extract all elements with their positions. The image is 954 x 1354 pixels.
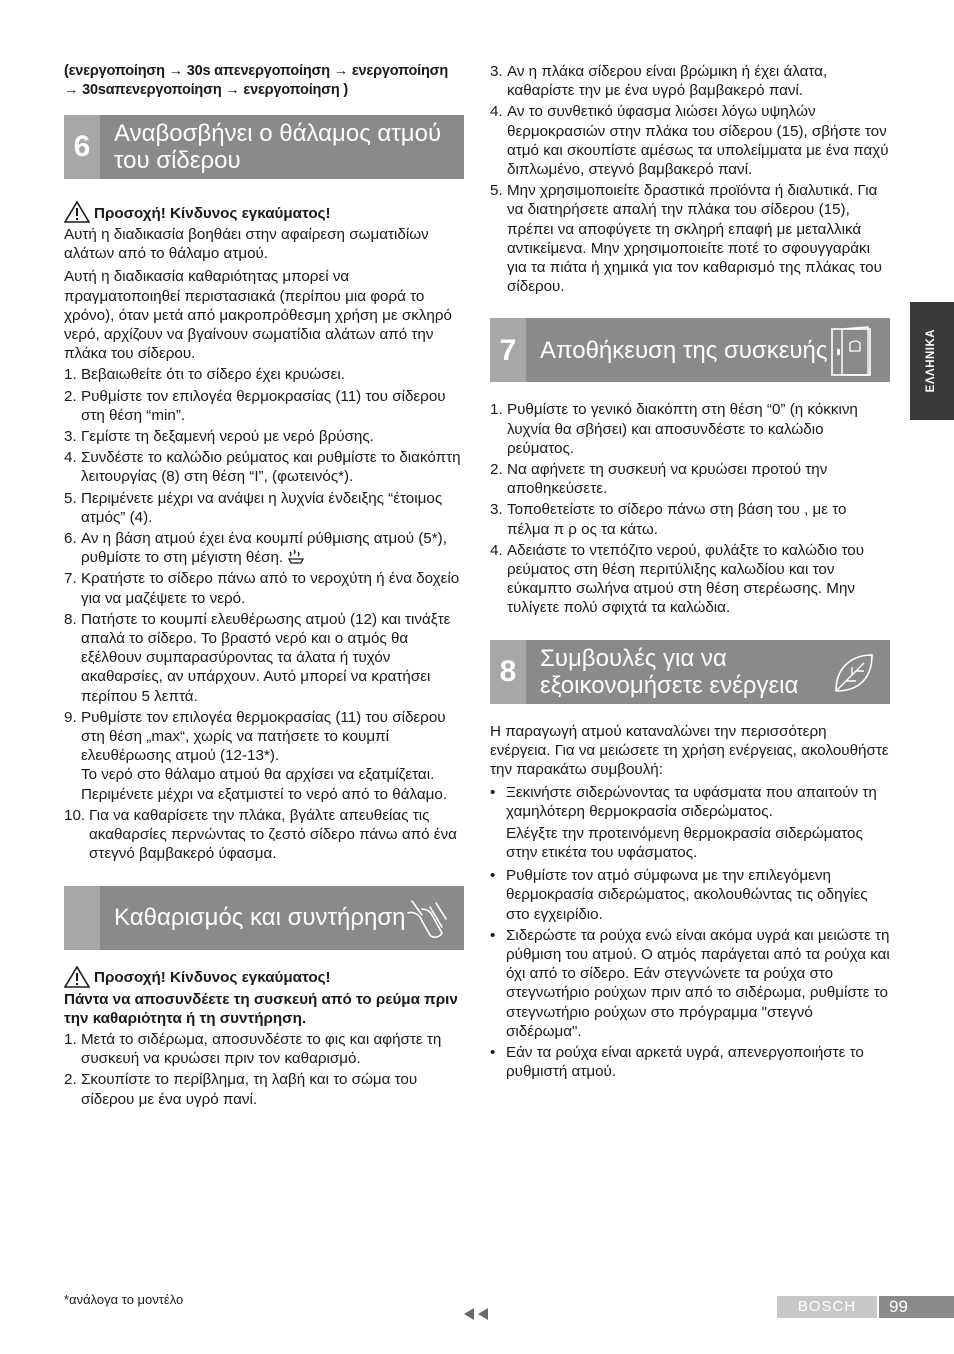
section-7-header bbox=[490, 318, 890, 382]
footnote: *ανάλογα το μοντέλο bbox=[64, 1292, 184, 1307]
warning bbox=[64, 966, 464, 988]
list-item: 2. Ρυθμίστε τον επιλογέα θερμοκρασίας (11) του σίδερου στη θέση “min”. bbox=[64, 387, 446, 424]
list-item: 5. Περιμένετε μέχρι να ανάψει η λυχνία ένδειξης “έτοιμος ατμός” (4). bbox=[64, 489, 443, 526]
list-item: 8. Πατήστε το κουμπί ελευθέρωσης ατμού (12) και τινάξτε απαλά το σίδερο. Το βραστό νερό και ο ατμός θα εξέλθουν συμπαρασύροντας τα άλατα ή τυχόν ακαθαρσίες, αν υπάρχουν. Αυτό μπορεί να κρατήσει περίπου 5 λεπτά. bbox=[64, 610, 451, 705]
section-number: 8 bbox=[490, 640, 526, 704]
list-item: 1. Μετά το σιδέρωμα, αποσυνδέστε το φις και αφήστε τη συσκευή να κρυώσει πριν τον καθαρισμό. bbox=[64, 1030, 442, 1068]
paragraph: Αυτή η διαδικασία καθαριότητας μπορεί να πραγματοποιηθεί περιστασιακά (περίπου μια φορά το χρόνο), όταν μετά από μακροπρόθεσμη χρήση με σκληρό νερό, αρχίζουν να βγαίνουν σωματίδια αλάτων από την πλάκα του σίδερου. bbox=[64, 268, 452, 363]
steps-list bbox=[64, 365, 464, 863]
warning-text: Προσοχή! Κίνδυνος εγκαύματος! bbox=[94, 969, 331, 987]
language-label: ΕΛΛΗΝΙΚΑ bbox=[925, 329, 938, 393]
list-item: 6. Αν η βάση ατμού έχει ένα κουμπί ρύθμισης ατμού (5*), ρυθμίστε το στη μέγιστη θέση. bbox=[64, 530, 447, 567]
section-number-blank bbox=[64, 886, 100, 950]
warning bbox=[64, 201, 464, 223]
steam-max-icon bbox=[287, 549, 305, 565]
energy-leaf-icon bbox=[828, 647, 880, 699]
section-title: Αναβοσβήνει ο θάλαμος ατμού του σίδερου bbox=[114, 120, 442, 174]
warning-triangle-icon bbox=[64, 201, 90, 223]
list-item: • Ξεκινήστε σιδερώνοντας τα υφάσματα που απαιτούν τη χαμηλότερη θερμοκρασία σιδερώματος. bbox=[490, 784, 877, 821]
section-title: Αποθήκευση της συσκευής bbox=[540, 336, 828, 364]
list-item: 10. Για να καθαρίσετε την πλάκα, βγάλτε απευθείας τις ακαθαρσίες περνώντας το ζεστό σίδερο πάνω από ένα στεγνό βαμβακερό ύφασμα. bbox=[64, 806, 457, 863]
storage-cabinet-icon bbox=[828, 325, 880, 377]
list-item: 2. Να αφήνετε τη συσκευή να κρυώσει προτού την αποθηκεύσετε. bbox=[490, 461, 828, 498]
language-tab bbox=[910, 302, 954, 420]
bullet-list bbox=[490, 783, 890, 821]
list-item: 3. Γεμίστε τη δεξαμενή νερού με νερό βρύσης. bbox=[64, 428, 374, 446]
intro-sequence: (ενεργοποίηση → 30s απενεργοποίηση → ενεργοποίηση → 30sαπενεργοποίηση → ενεργοποίηση ) bbox=[64, 63, 448, 98]
list-item: 4. Αν το συνθετικό ύφασμα λιώσει λόγω υψηλών θερμοκρασιών στην πλάκα του σίδερου (15), σβήστε τον ατμό και σκουπίστε αμέσως τα υπολείμματα με ένα παχύ διπλωμένο, στεγνό βαμβακερό πανί. bbox=[490, 103, 889, 179]
warning-text: Προσοχή! Κίνδυνος εγκαύματος! bbox=[94, 204, 331, 222]
list-item: 3. Τοποθετείστε το σίδερο πάνω στη βάση του , με το πέλμα π ρ ος τα κάτω. bbox=[490, 501, 847, 538]
list-item: • Σιδερώστε τα ρούχα ενώ είναι ακόμα υγρά και μειώστε τη ρύθμιση του ατμού. Ο ατμός παράγεται από τα ρούχα και όχι από το σίδερο. Εάν στεγνώνετε τα ρούχα στο στεγνωτήριο ρούχων πριν από το σιδέρωμα, ρυθμίστε το στεγνωτήριο ρούχων στο πρόγραμμα "στεγνό σιδέρωμα". bbox=[490, 926, 890, 1040]
steps-list bbox=[490, 400, 890, 617]
steps-list bbox=[64, 1030, 464, 1109]
steps-list bbox=[490, 62, 890, 296]
list-item: 5. Μην χρησιμοποιείτε δραστικά προϊόντα ή διαλυτικά. Για να διατηρήσετε απαλή την πλάκα του σίδερου (15), πρέπει να αποφύγετε τη σκληρή επαφή με μεταλλικά αντικείμενα. Μην χρησιμοποιείτε ποτέ το σφουγγαράκι για τα πιάτα ή χημικά για τον καθαρισμό της πλάκας του σίδερου. bbox=[490, 182, 882, 296]
list-item: 4. Συνδέστε το καλώδιο ρεύματος και ρυθμίστε το διακόπτη λειτουργίας (8) στη θέση “I”, (φωτεινός*). bbox=[64, 449, 461, 486]
section-8-header bbox=[490, 640, 890, 704]
bullet-list bbox=[490, 866, 890, 1081]
right-column bbox=[490, 62, 890, 1083]
warning-triangle-icon bbox=[64, 966, 90, 988]
brand-label: BOSCH bbox=[777, 1296, 877, 1318]
list-item: 3. Αν η πλάκα σίδερου είναι βρώμικη ή έχει άλατα, καθαρίστε την με ένα υγρό βαμβακερό πανί. bbox=[490, 63, 828, 100]
list-item: 1. Ρυθμίστε το γενικό διακόπτη στη θέση “0” (η κόκκινη λυχνία θα σβήσει) και αποσυνδέστε το καλώδιο ρεύματος. bbox=[490, 401, 858, 457]
list-item: • Εάν τα ρούχα είναι αρκετά υγρά, απενεργοποιήστε το ρυθμιστή ατμού. bbox=[490, 1043, 864, 1081]
list-item: • Ρυθμίστε τον ατμό σύμφωνα με την επιλεγόμενη θερμοκρασία σιδερώματος, ακολουθώντας τις οδηγίες στο εγχειρίδιο. bbox=[490, 867, 868, 923]
cleaning-hand-icon bbox=[402, 893, 454, 945]
section-number: 7 bbox=[490, 318, 526, 382]
page-number: 99 bbox=[879, 1296, 954, 1318]
section-number: 6 bbox=[64, 115, 100, 179]
cleaning-header bbox=[64, 886, 464, 950]
paragraph: Ελέγξτε την προτεινόμενη θερμοκρασία σιδερώματος στην ετικέτα του υφάσματος. bbox=[506, 824, 863, 861]
list-item: 7. Κρατήστε το σίδερο πάνω από το νεροχύτη ή ένα δοχείο για να μαζέψετε το νερό. bbox=[64, 570, 460, 607]
bold-note: Πάντα να αποσυνδέετε τη συσκευή από το ρεύμα πριν την καθαριότητα ή τη συντήρηση. bbox=[64, 990, 458, 1027]
section-6-header bbox=[64, 115, 464, 179]
back-arrows-icon[interactable] bbox=[462, 1306, 492, 1322]
list-item: 4. Αδειάστε το ντεπόζιτο νερού, φυλάξτε το καλώδιο του ρεύματος στη θέση περιτύλιξης καλωδίου και τον εύκαμπτο σωλήνα ατμού στη θέση στερέωσης. Μην τυλίγετε πολύ σφιχτά τα καλώδια. bbox=[490, 541, 865, 617]
list-item: 1. Βεβαιωθείτε ότι το σίδερο έχει κρυώσει. bbox=[64, 366, 346, 384]
section-title: Καθαρισμός και συντήρηση bbox=[114, 904, 406, 931]
section-title: Συμβουλές για να εξοικονομήσετε ενέργεια bbox=[540, 644, 799, 699]
left-column bbox=[64, 62, 464, 1111]
list-item: 9. Ρυθμίστε τον επιλογέα θερμοκρασίας (11) του σίδερου στη θέση „max“, χωρίς να πατήσετε το κουμπί ελευθέρωσης ατμού (12-13*). Το νερό στο θάλαμο ατμού θα αρχίσει να εξατμίζεται. Περιμένετε μέχρι να εξατμιστεί το νερό από το θάλαμο. bbox=[64, 708, 448, 803]
paragraph: Αυτή η διαδικασία βοηθάει στην αφαίρεση σωματιδίων αλάτων από το θάλαμο ατμού. bbox=[64, 226, 429, 263]
list-item: 2. Σκουπίστε το περίβλημα, τη λαβή και το σώμα του σίδερου με ένα υγρό πανί. bbox=[64, 1071, 418, 1108]
paragraph: Η παραγωγή ατμού καταναλώνει την περισσότερη ενέργεια. Για να μειώσετε τη χρήση ενέργειας, ακολουθήστε την παρακάτω συμβουλή: bbox=[490, 722, 889, 779]
